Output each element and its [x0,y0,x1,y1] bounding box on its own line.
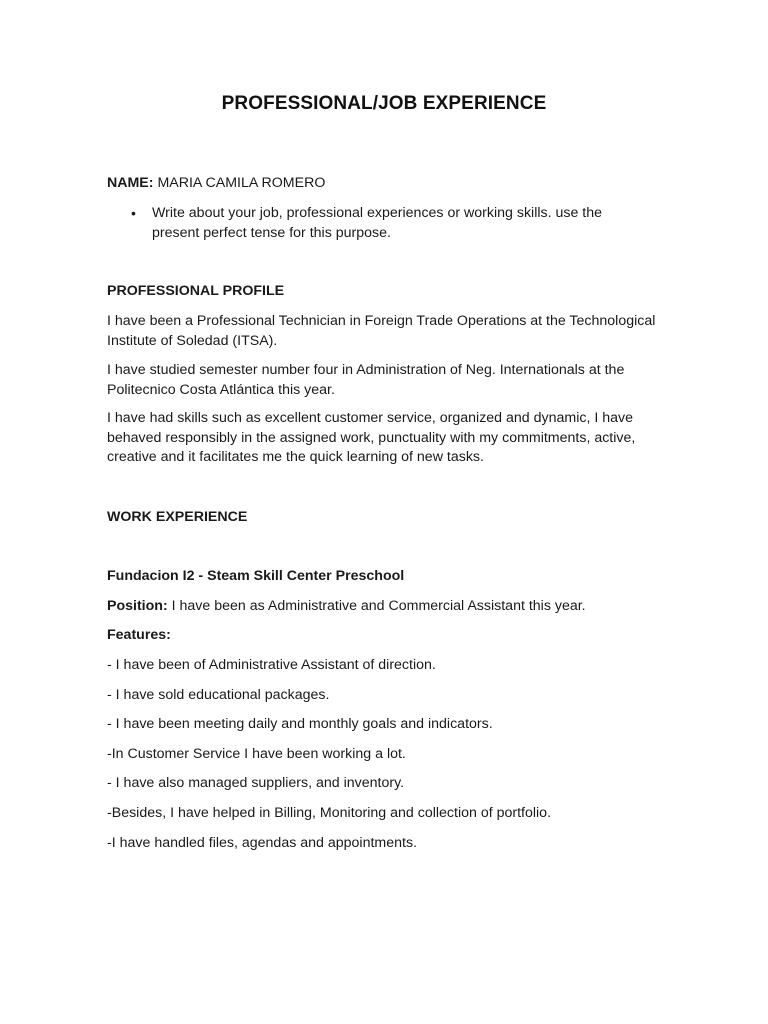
profile-paragraph-2: I have studied semester number four in Administration of Neg. Internationals at the Politecnico Costa Atlántica this year. [107,362,625,398]
position-line [107,597,667,617]
feature-item: -In Customer Service I have been working a lot. [107,746,406,762]
feature-item: - I have been of Administrative Assistant of direction. [107,657,436,673]
profile-paragraph-3: I have had skills such as excellent customer service, organized and dynamic, I have behaved responsibly in the assigned work, punctuality with my commitments, active, creative and it facilitates me the quick learning of new tasks. [107,410,636,465]
features-label: Features: [107,627,171,643]
company-name: Fundacion I2 - Steam Skill Center Preschool [107,568,405,584]
bullet-dot-icon: • [131,205,136,221]
name-line [107,174,667,194]
feature-item: - I have been meeting daily and monthly goals and indicators. [107,716,493,732]
position-value: I have been as Administrative and Commercial Assistant this year. [167,598,586,614]
feature-item: -Besides, I have helped in Billing, Monitoring and collection of portfolio. [107,805,552,821]
instruction-text: Write about your job, professional experiences or working skills. use the present perfect tense for this purpose. [152,205,603,241]
work-heading: WORK EXPERIENCE [107,509,248,525]
profile-paragraph-1: I have been a Professional Technician in Foreign Trade Operations at the Technological Institute of Soledad (ITSA). [107,313,656,349]
profile-heading: PROFESSIONAL PROFILE [107,283,285,299]
document-title: PROFESSIONAL/JOB EXPERIENCE [221,93,547,114]
position-label: Position: [107,598,168,614]
feature-item: - I have also managed suppliers, and inventory. [107,775,405,791]
name-label: NAME: [107,175,154,191]
feature-item: -I have handled files, agendas and appointments. [107,835,417,851]
feature-item: - I have sold educational packages. [107,687,330,703]
name-value: MARIA CAMILA ROMERO [153,175,326,191]
